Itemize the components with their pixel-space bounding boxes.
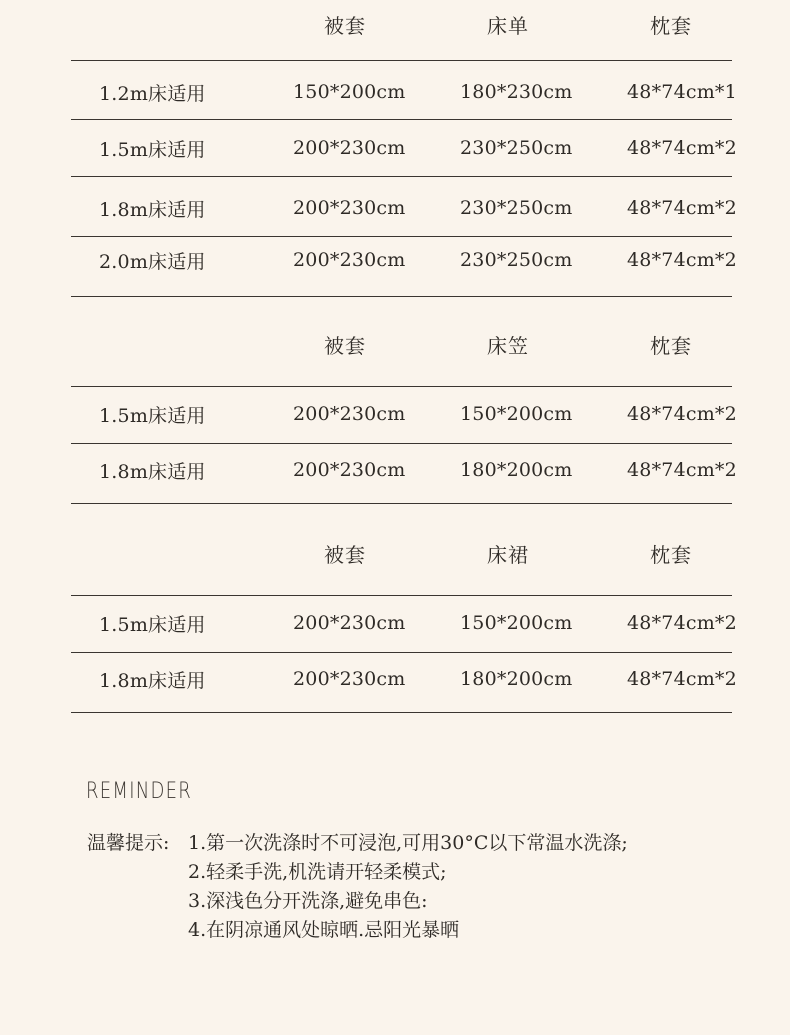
sheet-size: 180*230cm (460, 81, 573, 103)
pillowcase-size: 48*74cm*2 (627, 668, 737, 690)
duvet-size: 150*200cm (293, 81, 406, 103)
header-pillowcase: 枕套 (650, 333, 692, 358)
tip-item: 1.第一次洗涤时不可浸泡,可用30°C以下常温水洗涤; (188, 832, 628, 854)
header-bed-skirt: 床裙 (487, 542, 529, 567)
table-row (71, 651, 737, 707)
bed-size: 1.5m床适用 (99, 404, 206, 427)
bed-size: 2.0m床适用 (99, 250, 206, 273)
bed-size: 1.2m床适用 (99, 82, 206, 105)
pillowcase-size: 48*74cm*2 (627, 612, 737, 634)
bed-skirt-size: 150*200cm (460, 612, 573, 634)
table-row (71, 386, 737, 442)
bed-skirt-size: 180*200cm (460, 668, 573, 690)
table-row (71, 442, 737, 498)
table-divider (71, 712, 732, 713)
table-row (71, 64, 737, 120)
tip-item: 4.在阴凉通风处晾晒.忌阳光暴晒 (188, 919, 460, 941)
table-1-header (71, 0, 732, 52)
sheet-size: 230*250cm (460, 249, 573, 271)
reminder-title: REMINDER (86, 779, 192, 804)
table-divider (71, 60, 732, 61)
header-pillowcase: 枕套 (650, 542, 692, 567)
pillowcase-size: 48*74cm*1 (627, 81, 737, 103)
table-divider (71, 503, 732, 504)
sheet-size: 230*250cm (460, 197, 573, 219)
pillowcase-size: 48*74cm*2 (627, 197, 737, 219)
sheet-size: 230*250cm (460, 137, 573, 159)
duvet-size: 200*230cm (293, 403, 406, 425)
table-3-header (71, 525, 732, 581)
tips-label: 温馨提示: (87, 832, 170, 854)
table-row (71, 595, 737, 651)
header-pillowcase: 枕套 (650, 13, 692, 38)
duvet-size: 200*230cm (293, 459, 406, 481)
duvet-size: 200*230cm (293, 612, 406, 634)
bed-size: 1.5m床适用 (99, 138, 206, 161)
header-fitted-sheet: 床笠 (487, 333, 529, 358)
table-2-header (71, 316, 732, 372)
table-row (71, 120, 737, 176)
fitted-sheet-size: 150*200cm (460, 403, 573, 425)
table-divider (71, 296, 732, 297)
duvet-size: 200*230cm (293, 197, 406, 219)
fitted-sheet-size: 180*200cm (460, 459, 573, 481)
pillowcase-size: 48*74cm*2 (627, 459, 737, 481)
bed-size: 1.5m床适用 (99, 613, 206, 636)
table-divider (71, 176, 732, 177)
header-duvet-cover: 被套 (324, 333, 366, 358)
pillowcase-size: 48*74cm*2 (627, 137, 737, 159)
tip-item: 3.深浅色分开洗涤,避免串色: (188, 890, 428, 912)
table-row (71, 232, 737, 288)
header-duvet-cover: 被套 (324, 13, 366, 38)
duvet-size: 200*230cm (293, 668, 406, 690)
duvet-size: 200*230cm (293, 249, 406, 271)
header-duvet-cover: 被套 (324, 542, 366, 567)
tip-item: 2.轻柔手洗,机洗请开轻柔模式; (188, 861, 447, 883)
bed-size: 1.8m床适用 (99, 460, 206, 483)
duvet-size: 200*230cm (293, 137, 406, 159)
pillowcase-size: 48*74cm*2 (627, 403, 737, 425)
bed-size: 1.8m床适用 (99, 669, 206, 692)
pillowcase-size: 48*74cm*2 (627, 249, 737, 271)
header-bed-sheet: 床单 (487, 13, 529, 38)
table-row (71, 180, 737, 236)
bed-size: 1.8m床适用 (99, 198, 206, 221)
